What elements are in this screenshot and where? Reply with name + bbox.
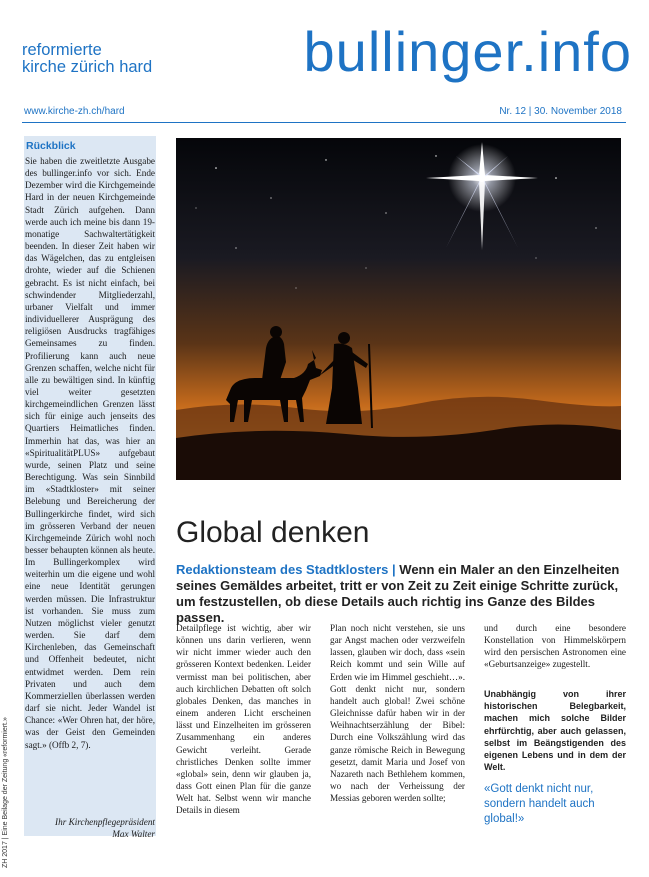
- article-author: Redaktionsteam des Stadtklosters |: [176, 562, 396, 577]
- sidebar-title: Rückblick: [26, 140, 76, 152]
- nativity-journey-image: [176, 138, 621, 480]
- sidebar-signature: [25, 816, 155, 840]
- article-lead: [176, 562, 626, 626]
- article-headline: Global denken: [176, 516, 370, 549]
- header-divider: [22, 122, 626, 123]
- sidebar-text: Sie haben die zweitletzte Ausgabe des bullinger.info vor sich. Ende Dezember wird die Kirchgemeinde Hard in der neuen Kirchgemeinde Stadt Zürich aufgehen. Dann werde auch ich meine bis dann 19-monatige Sachwaltertätigkeit beenden. In dieser Zeit haben wir das Wägelchen, das zu entgleisen drohte, wieder auf die Schienen gebracht. Es ist nicht einfach, bei schwindender Mitgliederzahl, urbaner Vielfalt und immer individuellerer Ausprägung des religiösen Ausdrucks tragfähiges Gemeinsames zu finden. Profilierung kann auch neue Grenzen schaffen, welche nicht für alle zu bewältigen sind. In künftig viel weiter gesetzten kirchgemeindlichen Grenzen lässt sich für einige auch jenseits des Quartiers Heimatliches finden. Immerhin hat das, was hier an «SpiritualitätPLUS» aufgebaut wurde, seinen Platz und seine Berechtigung. Was sein Sinnbild im «Stadtkloster» mit seiner Belebung und Bereicherung der Bullingerkirche findet, wird sich im grösseren Verband der neuen Kirchgemeinde Zürich wohl noch besser behaupten können als heute. Im Bullingerkomplex wird weiterhin um die eigene und wohl eine neue Identität gerungen werden müssen. Die Infrastruktur ist vorhanden. Sie muss zum Nutzen möglichst vieler genutzt werden. Sie darf dem Kirchenleben, das Gemeinschaft und Offenheit bedeutet, nicht entwidmet werden. Dem rein Privaten und auch dem Kommerziellen überlassen werden darf sie nicht. Jeder Wandel ist Chance: «Wer Ohren hat, der höre, was der Geist den Gemeinden sagt.» (Offb 2, 7).: [25, 156, 155, 750]
- website-url[interactable]: www.kirche-zh.ch/hard: [24, 106, 125, 117]
- church-name: [22, 42, 222, 76]
- masthead-title: [292, 22, 632, 82]
- sidebar-body: [25, 155, 155, 751]
- pull-quote: «Gott denkt nicht nur, sondern handelt auch global!»: [484, 783, 595, 825]
- spine-note: ZH 2017 | Eine Beilage der Zeitung «reformiert.»: [2, 717, 9, 868]
- issue-info: Nr. 12 | 30. November 2018: [499, 106, 622, 117]
- signature-role: Ihr Kirchenpflegepräsident: [55, 817, 155, 827]
- column-1-text: Detailpflege ist wichtig, aber wir können uns darin verlieren, wenn wir nicht immer wieder auch den grösseren Kontext bedenken. Leider vermisst man bei politischen, aber auch kirchlichen Debatten oft solch globales Denken, das manches in einem anderen Licht erscheinen lässt und Einzelheiten im grösseren Zusammenhang ein anderes Gewicht verleiht. Gerade christliches Denken sollte immer «global» sein, denn wir glauben ja, dass Gott einen Plan für die ganze Welt hat. Selbst wenn wir manche Details in diesem: [176, 623, 311, 816]
- article-column-2: [330, 622, 465, 804]
- article-column-1: [176, 622, 311, 817]
- signature-name: Max Walter: [112, 829, 155, 839]
- column-3-bold-text: Unabhängig von ihrer historischen Belegbarkeit, machen mich solche Bilder ehrfürchtig, aber auch gelassen, selbst im Beängstigenden des eigenen Lebens und in dem der Welt.: [484, 689, 626, 773]
- church-name-line1: reformierte: [22, 41, 102, 59]
- masthead-part1: bullinger: [303, 20, 522, 83]
- column-3-text: und durch eine besondere Konstellation von Himmelskörpern wird den persischen Astronomen eine «Geburtsanzeige» zugestellt.: [484, 623, 626, 670]
- article-column-3: [484, 622, 626, 671]
- masthead-dot: .: [521, 20, 538, 83]
- church-name-line2: kirche zürich hard: [22, 58, 153, 76]
- column-2-text: Plan noch nicht verstehen, sie uns gar Angst machen oder verzweifeln lassen, glauben wir doch, dass «sein Reich kommt und sein Wille auf Erden wie im Himmel geschieht…». Gott denkt nicht nur, sondern handelt auch global! Zwei schöne Gleichnisse dafür haben wir in der Weihnachtserzählung der Bibel: Durch eine Volkszählung wird das ganze römische Reich in Bewegung gesetzt, damit Maria und Josef von Nazareth nach Bethlehem kommen, wo nach der Verheissung der Messias geboren werden sollte;: [330, 623, 465, 804]
- masthead-part2: info: [537, 20, 632, 83]
- lead-text: Wenn ein Maler an den Einzelheiten seines Gemäldes arbeitet, tritt er von Zeit zu Zeit einige Schritte zurück, um festzustellen, ob diese Details auch richtig ins Ganze des Bildes passen.: [176, 562, 620, 625]
